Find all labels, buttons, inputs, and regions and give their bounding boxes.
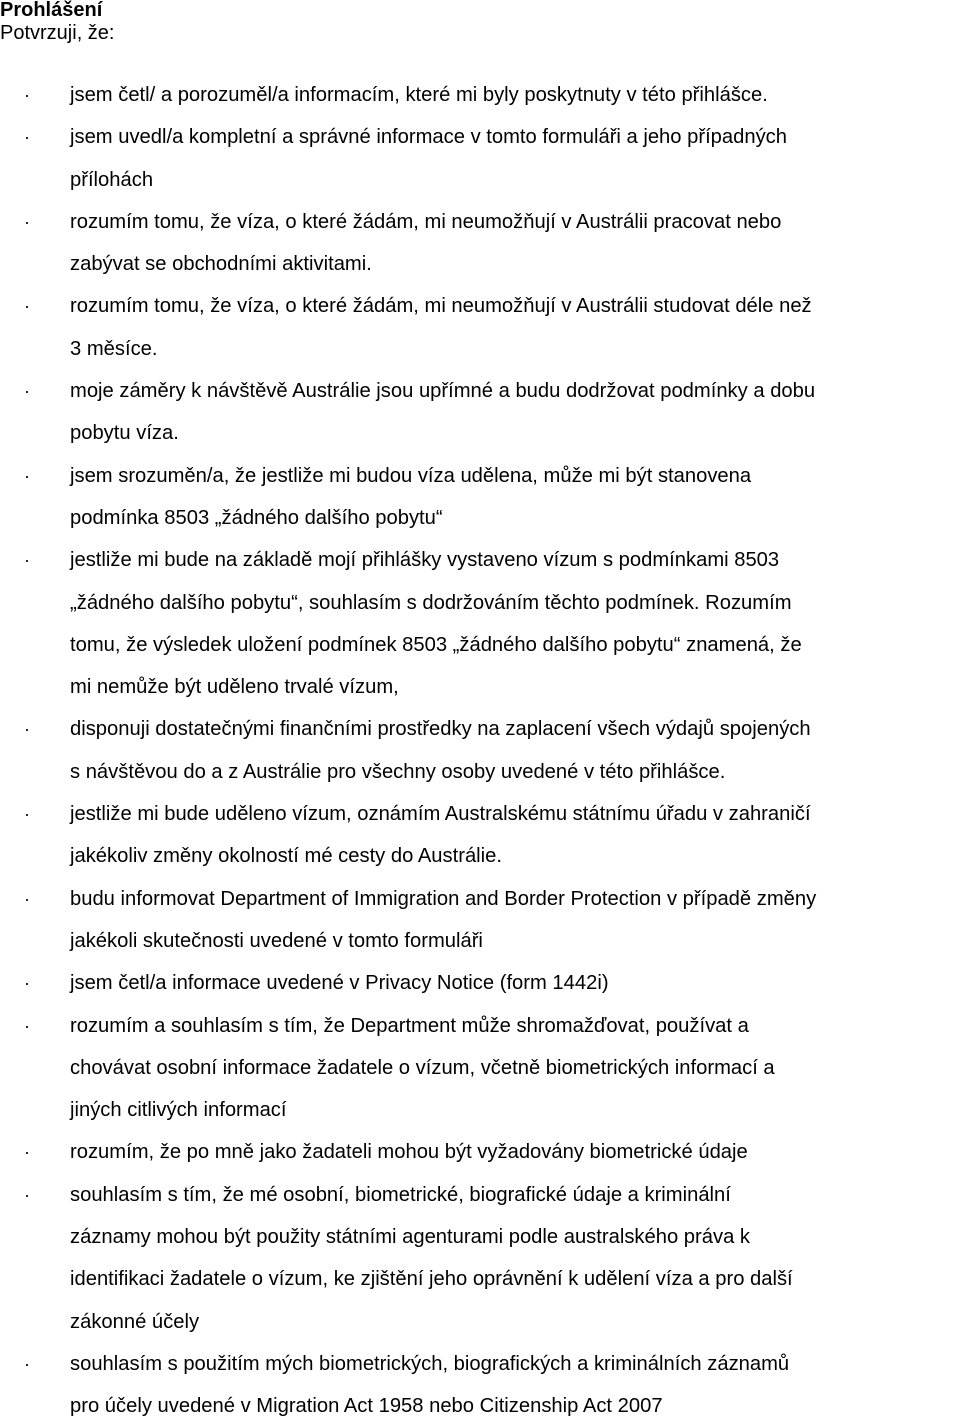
bullet-icon: · bbox=[24, 888, 30, 909]
declaration-item bbox=[0, 708, 960, 793]
declaration-text-line: jakékoliv změny okolností mé cesty do Austrálie. bbox=[70, 845, 502, 868]
declaration-text-line: zákonné účely bbox=[70, 1310, 200, 1333]
declaration-text-line: jsem četl/ a porozuměl/a informacím, které mi byly poskytnuty v této přihlášce. bbox=[70, 84, 768, 106]
declaration-text-line: rozumím a souhlasím s tím, že Department může shromažďovat, používat a bbox=[70, 1014, 749, 1037]
bullet-icon: · bbox=[24, 1184, 30, 1205]
declaration-text-line: s návštěvou do a z Austrálie pro všechny osoby uvedené v této přihlášce. bbox=[70, 760, 726, 783]
declaration-item bbox=[0, 370, 960, 455]
bullet-icon: · bbox=[24, 85, 30, 105]
declaration-text-line: budu informovat Department of Immigration and Border Protection v případě změny bbox=[70, 887, 817, 910]
declaration-item bbox=[0, 285, 960, 370]
bullet-icon: · bbox=[24, 719, 30, 740]
bullet-icon: · bbox=[24, 211, 30, 232]
declaration-text-line: identifikaci žadatele o vízum, ke zjištění jeho oprávnění k udělení víza a pro další bbox=[70, 1268, 793, 1291]
declaration-text-line: rozumím, že po mně jako žadateli mohou být vyžadovány biometrické údaje bbox=[70, 1141, 748, 1164]
declaration-text-line: jakékoli skutečnosti uvedené v tomto formuláři bbox=[70, 929, 483, 952]
declaration-text-line: jsem uvedl/a kompletní a správné informace v tomto formuláři a jeho případných bbox=[70, 126, 788, 149]
declaration-item bbox=[0, 539, 960, 708]
declaration-item bbox=[0, 1174, 960, 1343]
bullet-icon: · bbox=[24, 1015, 30, 1036]
declaration-text-line: chovávat osobní informace žadatele o vízum, včetně biometrických informací a bbox=[70, 1056, 775, 1079]
declaration-text-line: pobytu víza. bbox=[70, 422, 179, 445]
declaration-text-line: tomu, že výsledek uložení podmínek 8503 „žádného dalšího pobytu“ znamená, že bbox=[70, 633, 802, 656]
declaration-text-line: jiných citlivých informací bbox=[70, 1099, 287, 1122]
declaration-text-line: 3 měsíce. bbox=[70, 337, 158, 360]
bullet-icon: · bbox=[24, 1353, 30, 1374]
bullet-icon: · bbox=[24, 804, 30, 825]
declaration-text-line: podmínka 8503 „žádného dalšího pobytu“ bbox=[70, 506, 443, 529]
bullet-icon: · bbox=[24, 465, 30, 486]
declaration-text-line: záznamy mohou být použity státními agenturami podle australského práva k bbox=[70, 1226, 750, 1249]
bullet-icon: · bbox=[24, 973, 30, 994]
declaration-item bbox=[0, 878, 960, 963]
declaration-text-line: souhlasím s použitím mých biometrických, biografických a kriminálních záznamů bbox=[70, 1352, 790, 1375]
declaration-text-line: rozumím tomu, že víza, o které žádám, mi neumožňují v Austrálii studovat déle než bbox=[70, 295, 812, 318]
bullet-icon: · bbox=[24, 296, 30, 317]
declaration-text-line: jsem četl/a informace uvedené v Privacy Notice (form 1442i) bbox=[70, 972, 609, 995]
declaration-text-line: souhlasím s tím, že mé osobní, biometrické, biografické údaje a kriminální bbox=[70, 1183, 731, 1206]
declaration-text-line: mi nemůže být uděleno trvalé vízum, bbox=[70, 676, 399, 699]
declaration-item bbox=[0, 1343, 960, 1428]
bullet-icon: · bbox=[24, 550, 30, 571]
declaration-item bbox=[0, 201, 960, 286]
page-title: Prohlášení bbox=[0, 0, 103, 21]
bullet-icon: · bbox=[24, 127, 30, 148]
declaration-item bbox=[0, 74, 960, 116]
declaration-item bbox=[0, 1005, 960, 1132]
declaration-text-line: rozumím tomu, že víza, o které žádám, mi neumožňují v Austrálii pracovat nebo bbox=[70, 210, 782, 233]
declaration-list bbox=[0, 74, 960, 1428]
declaration-text-line: jsem srozuměn/a, že jestliže mi budou víza udělena, může mi být stanovena bbox=[70, 464, 752, 487]
declaration-item bbox=[0, 1131, 960, 1173]
bullet-icon: · bbox=[24, 381, 30, 402]
declaration-text-line: disponuji dostatečnými finančními prostředky na zaplacení všech výdajů spojených bbox=[70, 718, 811, 741]
bullet-icon: · bbox=[24, 1142, 30, 1163]
declaration-text-line: moje záměry k návštěvě Austrálie jsou upřímné a budu dodržovat podmínky a dobu bbox=[70, 380, 816, 403]
declaration-item bbox=[0, 116, 960, 201]
declaration-text-line: jestliže mi bude uděleno vízum, oznámím Australskému státnímu úřadu v zahraničí bbox=[70, 803, 811, 826]
declaration-text-line: přílohách bbox=[70, 168, 154, 191]
declaration-text-line: pro účely uvedené v Migration Act 1958 nebo Citizenship Act 2007 bbox=[70, 1395, 663, 1418]
declaration-item bbox=[0, 793, 960, 878]
declaration-item bbox=[0, 455, 960, 540]
declaration-item bbox=[0, 962, 960, 1004]
declaration-text-line: „žádného dalšího pobytu“, souhlasím s dodržováním těchto podmínek. Rozumím bbox=[70, 591, 792, 614]
declaration-text-line: jestliže mi bude na základě mojí přihlášky vystaveno vízum s podmínkami 8503 bbox=[70, 549, 780, 572]
intro-text: Potvrzuji, že: bbox=[0, 22, 115, 44]
declaration-text-line: zabývat se obchodními aktivitami. bbox=[70, 253, 372, 276]
